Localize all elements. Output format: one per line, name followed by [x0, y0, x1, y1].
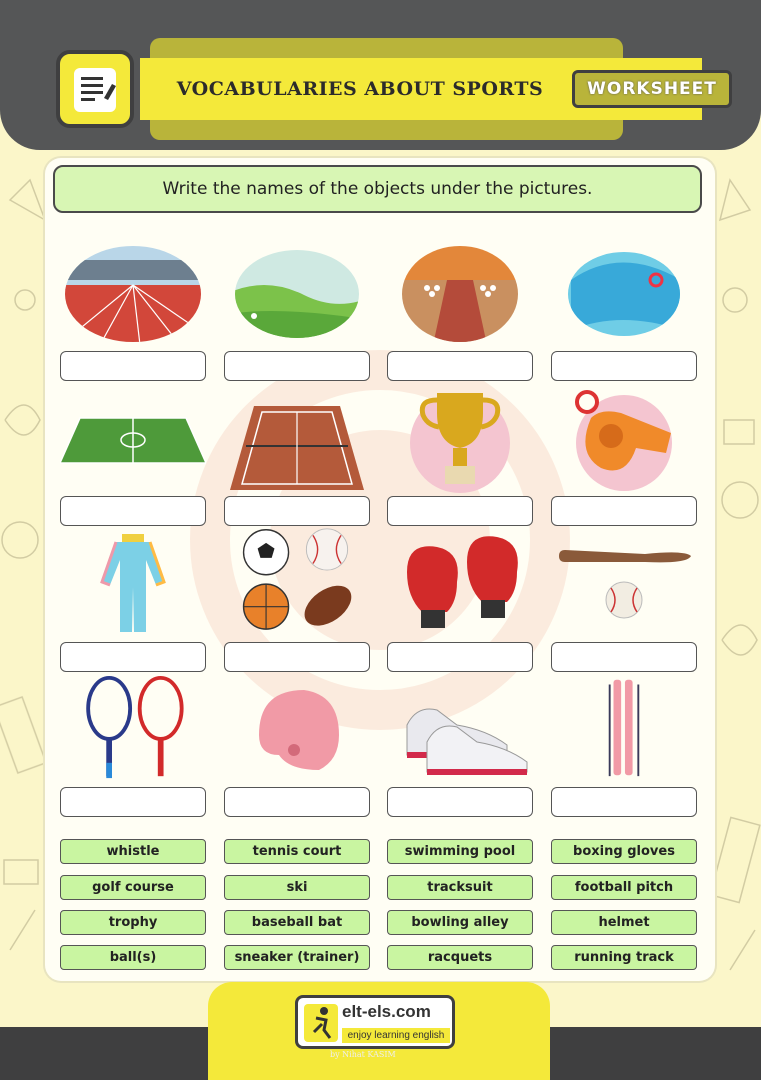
instruction-text: Write the names of the objects under the pictures.: [53, 165, 702, 213]
page-title: VOCABULARIES ABOUT SPORTS: [176, 78, 544, 100]
word-bank-item: golf course: [60, 875, 206, 900]
author-byline: by Nihat KASIM: [330, 1050, 396, 1059]
ski-icon: [551, 675, 697, 780]
word-bank-item: swimming pool: [387, 839, 533, 864]
answer-field-15[interactable]: [387, 787, 533, 817]
word-bank-item: football pitch: [551, 875, 697, 900]
word-bank-item: sneaker (trainer): [224, 945, 370, 970]
answer-field-10[interactable]: [224, 642, 370, 672]
racquets-icon: [60, 675, 206, 780]
helmet-icon: [224, 680, 370, 785]
answer-field-11[interactable]: [387, 642, 533, 672]
balls-icon: [224, 526, 370, 631]
word-bank-item: bowling alley: [387, 910, 533, 935]
answer-field-5[interactable]: [60, 496, 206, 526]
answer-field-13[interactable]: [60, 787, 206, 817]
running-track-icon: [60, 240, 206, 345]
golf-course-icon: [224, 240, 370, 345]
answer-field-16[interactable]: [551, 787, 697, 817]
answer-field-2[interactable]: [224, 351, 370, 381]
word-bank-item: boxing gloves: [551, 839, 697, 864]
answer-field-9[interactable]: [60, 642, 206, 672]
trophy-icon: [387, 388, 533, 493]
tracksuit-icon: [60, 532, 206, 637]
site-logo[interactable]: [295, 995, 455, 1049]
worksheet-badge: WORKSHEET: [572, 70, 732, 108]
answer-field-8[interactable]: [551, 496, 697, 526]
answer-field-4[interactable]: [551, 351, 697, 381]
swimming-pool-icon: [551, 240, 697, 345]
answer-field-3[interactable]: [387, 351, 533, 381]
worksheet-icon-box: [56, 50, 134, 128]
football-pitch-icon: [60, 388, 206, 493]
word-bank-item: baseball bat: [224, 910, 370, 935]
boxing-gloves-icon: [387, 532, 533, 637]
answer-field-1[interactable]: [60, 351, 206, 381]
baseball-bat-icon: [551, 532, 697, 637]
logo-runner-icon: [304, 1004, 338, 1042]
answer-field-14[interactable]: [224, 787, 370, 817]
word-bank-item: whistle: [60, 839, 206, 864]
logo-domain: elt-els.com: [342, 1002, 431, 1021]
sneaker-icon: [387, 680, 533, 785]
answer-field-7[interactable]: [387, 496, 533, 526]
word-bank-item: running track: [551, 945, 697, 970]
word-bank-item: racquets: [387, 945, 533, 970]
word-bank-item: tennis court: [224, 839, 370, 864]
word-bank-item: ball(s): [60, 945, 206, 970]
word-bank-item: helmet: [551, 910, 697, 935]
tennis-court-icon: [224, 388, 370, 493]
word-bank-item: tracksuit: [387, 875, 533, 900]
notepad-icon: [74, 68, 116, 112]
answer-field-6[interactable]: [224, 496, 370, 526]
answer-field-12[interactable]: [551, 642, 697, 672]
logo-tagline: enjoy learning english: [342, 1028, 450, 1043]
word-bank-item: ski: [224, 875, 370, 900]
bowling-alley-icon: [387, 240, 533, 345]
word-bank-item: trophy: [60, 910, 206, 935]
whistle-icon: [551, 388, 697, 493]
